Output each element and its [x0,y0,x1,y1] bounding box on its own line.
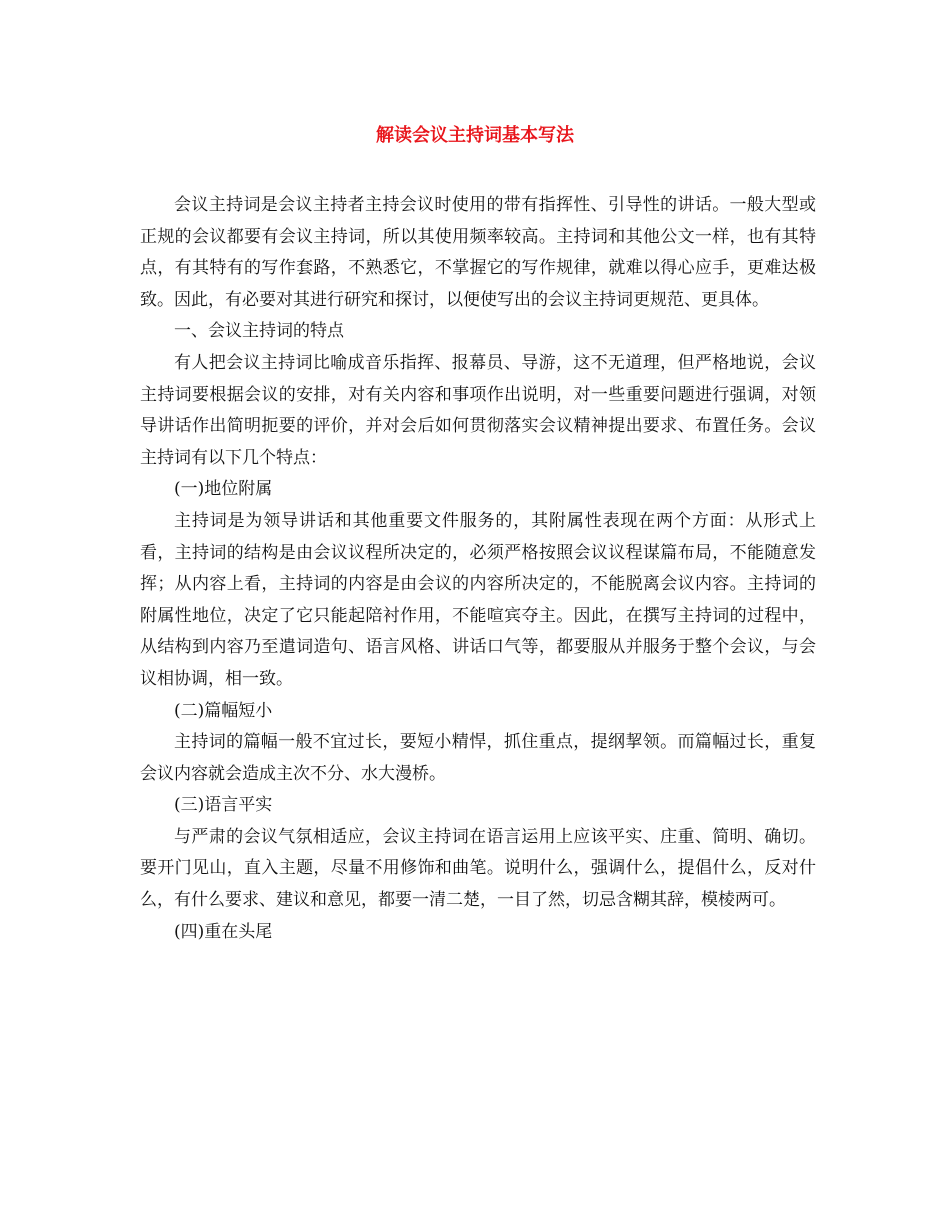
subheading-head-and-tail: (四)重在头尾 [174,921,273,942]
plain-language-paragraph: 与严肃的会议气氛相适应，会议主持词在语言运用上应该平实、庄重、简明、确切。要开门见山，直入主题，尽量不用修饰和曲笔。说明什么，强调什么，提倡什么，反对什么，有什么要求、建议和意见，都要一清二楚，一目了然，切忌含糊其辞，模棱两可。 [140,826,816,911]
short-length-paragraph: 主持词的篇幅一般不宜过长，要短小精悍，抓住重点，提纲挈领。而篇幅过长，重复会议内容就会造成主次不分、水大漫桥。 [140,732,816,784]
subordinate-paragraph: 主持词是为领导讲话和其他重要文件服务的，其附属性表现在两个方面：从形式上看，主持词的结构是由会议议程所决定的，必须严格按照会议议程谋篇布局，不能随意发挥；从内容上看，主持词的内容是由会议的内容所决定的，不能脱离会议内容。主持词的附属性地位，决定了它只能起陪衬作用，不能喧宾夺主。因此，在撰写主持词的过程中，从结构到内容乃至遣词造句、语言风格、讲话口气等，都要服从并服务于整个会议，与会议相协调，相一致。 [140,510,816,689]
features-paragraph: 有人把会议主持词比喻成音乐指挥、报幕员、导游，这不无道理，但严格地说，会议主持词要根据会议的安排，对有关内容和事项作出说明，对一些重要问题进行强调，对领导讲话作出简明扼要的评价，并对会后如何贯彻落实会议精神提出要求、布置任务。会议主持词有以下几个特点： [140,352,816,468]
section-heading-features: 一、会议主持词的特点 [174,321,344,342]
document-body [140,190,816,948]
subheading-subordinate: (一)地位附属 [174,479,273,500]
intro-paragraph: 会议主持词是会议主持者主持会议时使用的带有指挥性、引导性的讲话。一般大型或正规的会议都要有会议主持词，所以其使用频率较高。主持词和其他公文一样，也有其特点，有其特有的写作套路，不熟悉它，不掌握它的写作规律，就难以得心应手，更难达极致。因此，有必要对其进行研究和探讨，以便使写出的会议主持词更规范、更具体。 [140,195,816,310]
document-title: 解读会议主持词基本写法 [376,125,574,146]
subheading-short-length: (二)篇幅短小 [174,700,273,721]
subheading-plain-language: (三)语言平实 [174,795,273,816]
